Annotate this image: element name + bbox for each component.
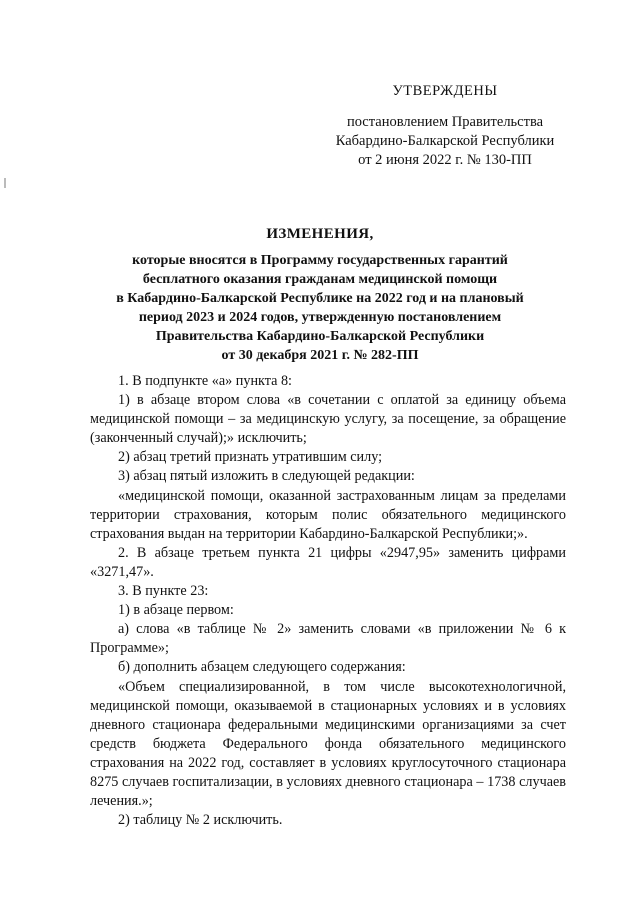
approval-line-1: постановлением Правительства (346, 114, 544, 130)
approval-heading: УТВЕРЖДЕНЫ (392, 83, 498, 99)
subtitle-line: в Кабардино-Балкарской Республике на 2022 год и на плановый (116, 291, 524, 306)
paragraph: 1) в абзаце втором слова «в сочетании с оплатой за единицу объема медицинской помощи – за медицинскую услугу, за посещение, за обращение (законченный случай);» исключить; (90, 392, 566, 447)
document-body (90, 372, 566, 830)
paragraph: «медицинской помощи, оказанной застрахованным лицам за пределами территории страхования, которым полис обязательного медицинского страхования выдан на территории Кабардино-Балкарской Республики;». (90, 487, 566, 542)
paragraph: 1) в абзаце первом: (118, 602, 234, 619)
approval-line-2: Кабардино-Балкарской Республики (335, 133, 555, 149)
subtitle-line: от 30 декабря 2021 г. № 282-ПП (221, 348, 419, 363)
approval-line-3: от 2 июня 2022 г. № 130-ПП (358, 152, 532, 168)
paragraph: б) дополнить абзацем следующего содержания: (118, 659, 406, 676)
subtitle-line: которые вносятся в Программу государственных гарантий (132, 253, 508, 268)
subtitle-line: период 2023 и 2024 годов, утвержденную постановлением (138, 310, 502, 325)
paragraph: 3) абзац пятый изложить в следующей редакции: (118, 468, 415, 485)
paragraph: а) слова «в таблице № 2» заменить словами «в приложении № 6 к Программе»; (90, 621, 566, 657)
paragraph: 3. В пункте 23: (118, 583, 209, 600)
subtitle-line: бесплатного оказания гражданам медицинской помощи (142, 272, 498, 287)
document-title: ИЗМЕНЕНИЯ, (266, 226, 374, 242)
document-subtitle (80, 251, 560, 365)
paragraph: 2. В абзаце третьем пункта 21 цифры «2947,95» заменить цифрами «3271,47». (90, 544, 566, 580)
scan-edge-mark (4, 178, 6, 188)
paragraph: «Объем специализированной, в том числе высокотехнологичной, медицинской помощи, оказываемой в стационарных условиях и в условиях дневного стационара федеральными медицинскими организациями за счет средств бюджета Федерального фонда обязательного медицинского страхования на 2022 год, составляет в условиях круглосуточного стационара 8275 случаев госпитализации, в условиях дневного стационара – 1738 случаев лечения.»; (90, 678, 566, 810)
approval-block (320, 82, 570, 170)
paragraph: 2) абзац третий признать утратившим силу; (118, 449, 383, 466)
paragraph: 2) таблицу № 2 исключить. (118, 812, 283, 829)
paragraph: 1. В подпункте «а» пункта 8: (118, 373, 292, 389)
subtitle-line: Правительства Кабардино-Балкарской Республики (155, 329, 485, 344)
